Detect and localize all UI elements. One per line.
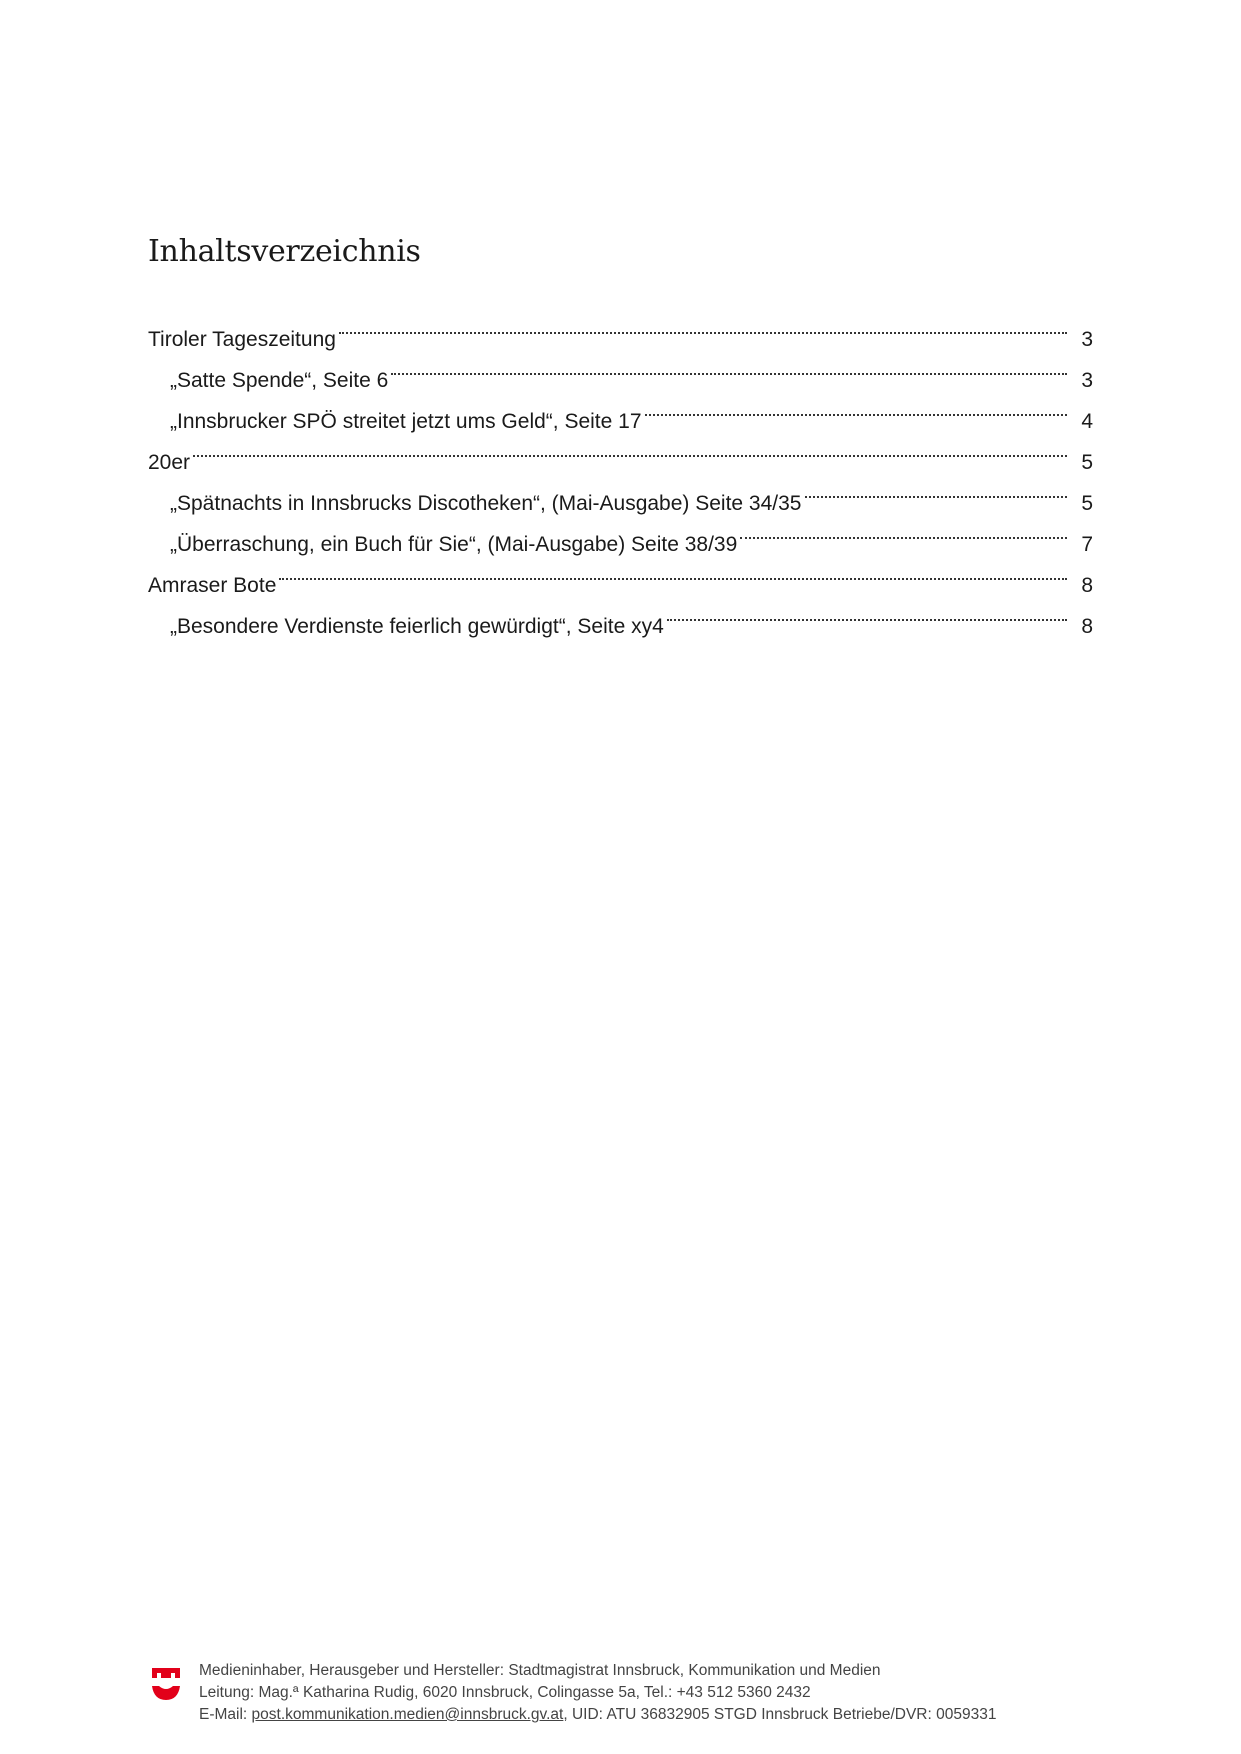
toc-leader-dots	[740, 510, 1067, 551]
toc-leader-dots	[339, 305, 1067, 346]
footer-contact-line	[199, 1704, 996, 1726]
toc-entry-page: 7	[1081, 533, 1093, 556]
toc-entry-label: 20er	[148, 451, 191, 474]
toc-entry-page: 5	[1081, 451, 1093, 474]
footer-email-link[interactable]: post.kommunikation.medien@innsbruck.gv.at	[251, 1706, 564, 1723]
toc-entry-page: 3	[1081, 369, 1093, 392]
toc-entry[interactable]	[148, 592, 1093, 638]
footer-text	[199, 1660, 996, 1726]
toc-entry-label: Tiroler Tageszeitung	[148, 328, 336, 351]
page-title: Inhaltsverzeichnis	[148, 234, 421, 269]
footer-contact-suffix: , UID: ATU 36832905 STGD Innsbruck Betriebe/DVR: 0059331	[563, 1706, 997, 1723]
toc-entry-label: „Überraschung, ein Buch für Sie“, (Mai-Ausgabe) Seite 38/39	[170, 533, 738, 556]
footer-email-prefix: E-Mail:	[199, 1706, 252, 1723]
page-footer	[150, 1660, 1110, 1730]
toc-entry[interactable]	[148, 305, 1093, 351]
innsbruck-logo-icon	[150, 1664, 182, 1704]
toc-leader-dots	[193, 428, 1067, 469]
toc-leader-dots	[805, 469, 1068, 510]
toc-entry-label: „Besondere Verdienste feierlich gewürdigt“, Seite xy4	[170, 615, 664, 638]
toc-entry[interactable]	[148, 469, 1093, 515]
toc-leader-dots	[391, 346, 1067, 387]
toc-entry-label: „Satte Spende“, Seite 6	[170, 369, 389, 392]
toc-entry[interactable]	[148, 551, 1093, 597]
toc-entry-label: Amraser Bote	[148, 574, 277, 597]
toc-entry-page: 4	[1081, 410, 1093, 433]
footer-management-line: Leitung: Mag.ª Katharina Rudig, 6020 Innsbruck, Colingasse 5a, Tel.: +43 512 5360 2432	[199, 1684, 811, 1701]
toc-entry[interactable]	[148, 428, 1093, 474]
toc-entry-label: „Innsbrucker SPÖ streitet jetzt ums Geld“, Seite 17	[170, 410, 642, 433]
toc-entry-label: „Spätnachts in Innsbrucks Discotheken“, (Mai-Ausgabe) Seite 34/35	[170, 492, 802, 515]
toc-leader-dots	[667, 592, 1067, 633]
toc-entry-page: 3	[1081, 328, 1093, 351]
toc-leader-dots	[645, 387, 1067, 428]
toc-leader-dots	[279, 551, 1067, 592]
toc-entry-page: 8	[1081, 615, 1093, 638]
footer-publisher-line: Medieninhaber, Herausgeber und Hersteller: Stadtmagistrat Innsbruck, Kommunikation und Medien	[199, 1662, 881, 1679]
table-of-contents	[148, 305, 1093, 638]
toc-entry-page: 5	[1081, 492, 1093, 515]
toc-entry-page: 8	[1081, 574, 1093, 597]
